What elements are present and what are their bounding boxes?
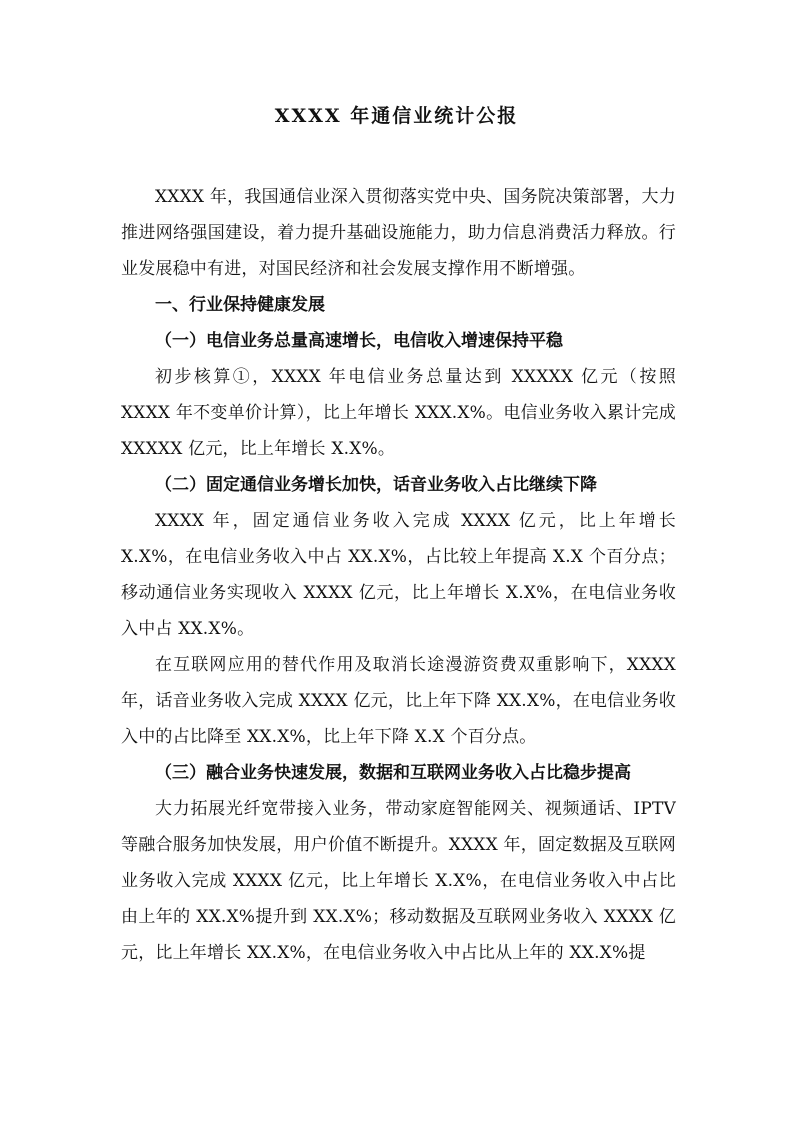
section-heading-1: 一、行业保持健康发展 [155, 295, 325, 315]
paragraph-telecom-total: 初步核算①，XXXX 年电信业务总量达到 XXXXX 亿元（按照 XXXX 年不变单价计算），比上年增长 XXX.X%。电信业务收入累计完成 XXXXX 亿元，比上年增长 X.X%。 [121, 367, 676, 459]
subsection-heading-3: （三）融合业务快速发展，数据和互联网业务收入占比稳步提高 [155, 763, 631, 783]
paragraph-fixed-mobile: XXXX 年，固定通信业务收入完成 XXXX 亿元，比上年增长 X.X%，在电信业务收入中占 XX.X%，占比较上年提高 X.X 个百分点；移动通信业务实现收入 XXXX 亿元，比上年增长 X.X%，在电信业务收入中占 XX.X%。 [121, 511, 676, 639]
document-title: XXXX 年通信业统计公报 [274, 105, 519, 127]
intro-paragraph: XXXX 年，我国通信业深入贯彻落实党中央、国务院决策部署，大力推进网络强国建设，着力提升基础设施能力，助力信息消费活力释放。行业发展稳中有进，对国民经济和社会发展支撑作用不断增强。 [121, 187, 676, 279]
paragraph-voice-revenue: 在互联网应用的替代作用及取消长途漫游资费双重影响下，XXXX 年，话音业务收入完成 XXXX 亿元，比上年下降 XX.X%，在电信业务收入中的占比降至 XX.X%，比上年下降 X.X 个百分点。 [121, 655, 676, 747]
document-body [121, 179, 676, 971]
subsection-heading-1: （一）电信业务总量高速增长，电信收入增速保持平稳 [155, 331, 563, 351]
subsection-heading-2: （二）固定通信业务增长加快，话音业务收入占比继续下降 [155, 475, 597, 495]
paragraph-converged-services: 大力拓展光纤宽带接入业务，带动家庭智能网关、视频通话、IPTV 等融合服务加快发展，用户价值不断提升。XXXX 年，固定数据及互联网业务收入完成 XXXX 亿元，比上年增长 X.X%，在电信业务收入中占比由上年的 XX.X%提升到 XX.X%；移动数据及互联网业务收入 XXXX 亿元，比上年增长 XX.X%，在电信业务收入中占比从上年的 XX.X%提 [121, 799, 676, 963]
